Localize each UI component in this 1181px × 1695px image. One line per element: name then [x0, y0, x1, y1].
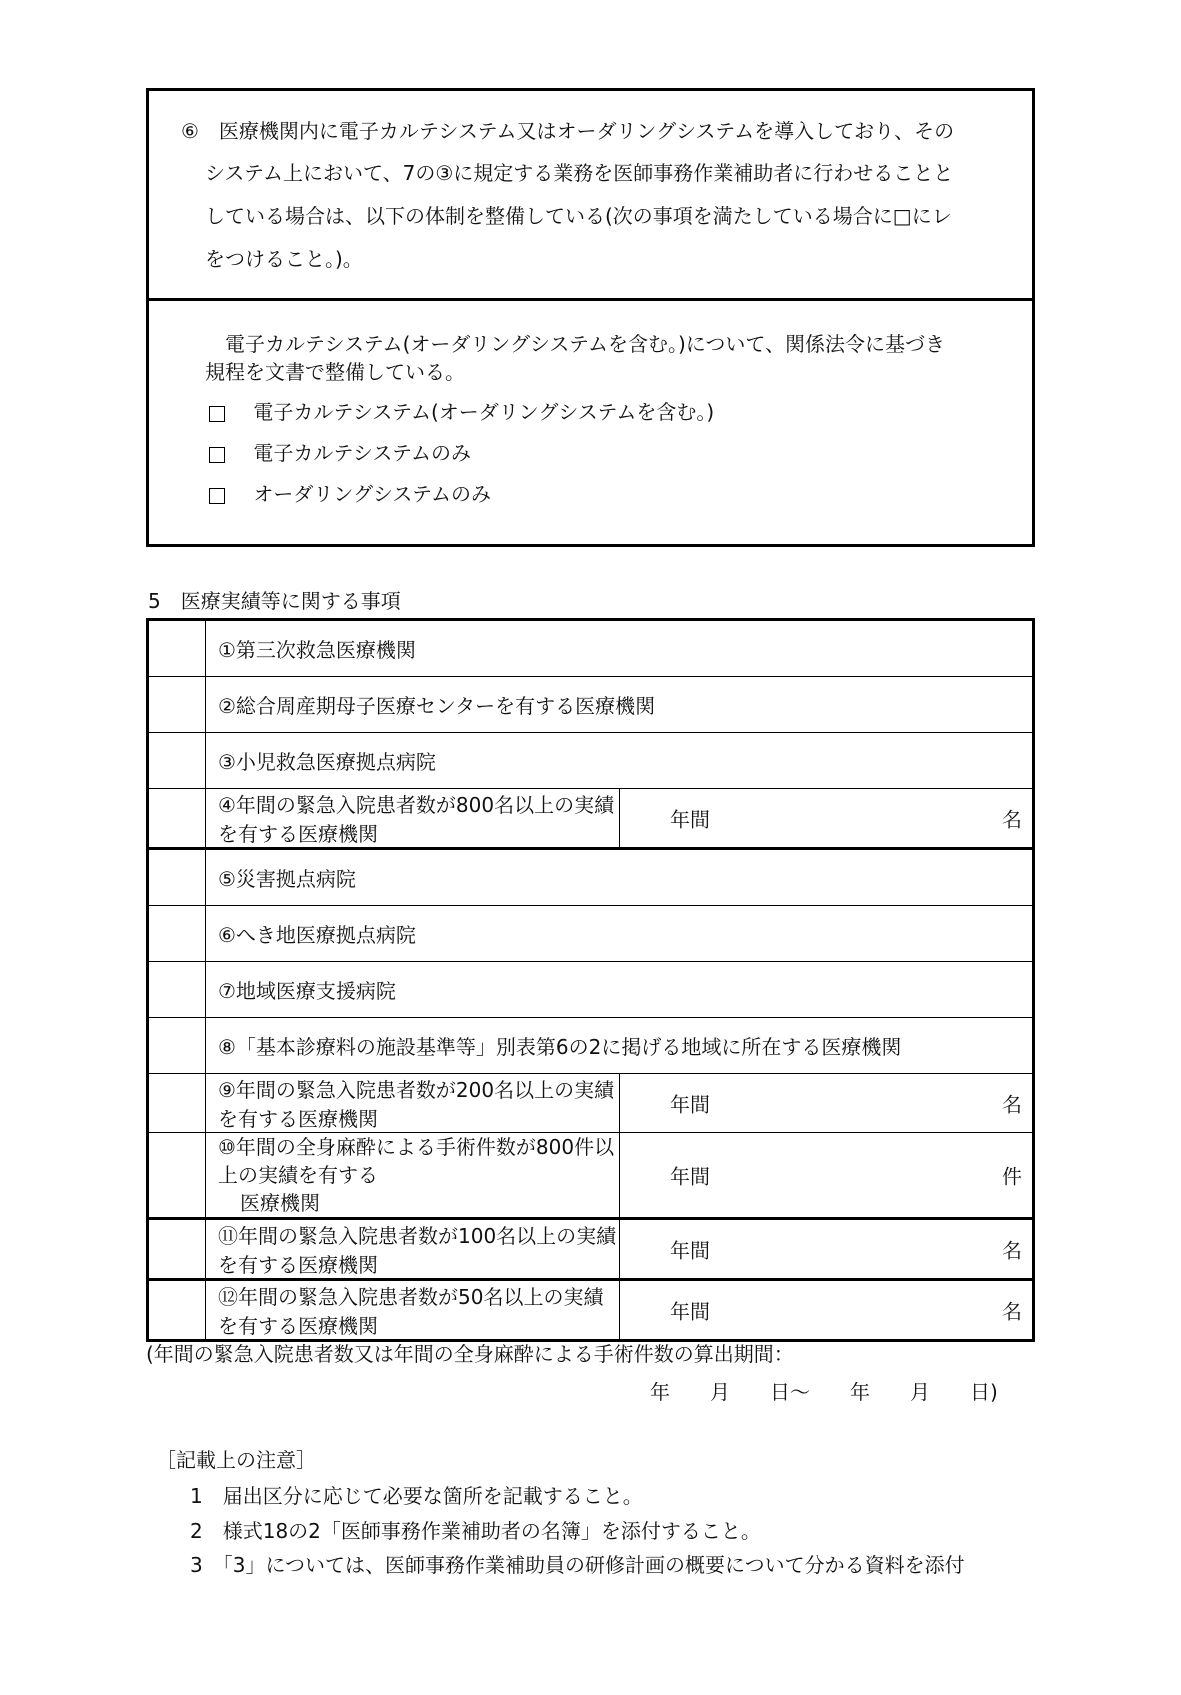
row-check-cell[interactable]	[148, 1133, 206, 1219]
unit-label: 名	[1002, 1299, 1022, 1324]
unit-label: 件	[1002, 1164, 1022, 1189]
option-ehr-only[interactable]	[209, 443, 471, 463]
table-row	[148, 620, 1034, 677]
section6-header-box	[146, 88, 1035, 301]
annual-label: 年間	[670, 1092, 710, 1117]
annual-label: 年間	[670, 1238, 710, 1263]
section6-line-3: している場合は、以下の体制を整備している(次の事項を満たしている場合に□にレ	[205, 204, 952, 228]
section6-line-2: システム上において、7の③に規定する業務を医師事務作業補助者に行わせることと	[205, 161, 954, 185]
row-check-cell[interactable]	[148, 962, 206, 1018]
row-check-cell[interactable]	[148, 1219, 206, 1280]
checkbox-icon[interactable]	[209, 406, 225, 422]
annual-count-field[interactable]	[620, 1133, 1034, 1219]
option-label: 電子カルテシステム(オーダリングシステムを含む。)	[253, 400, 715, 424]
checkbox-icon[interactable]	[209, 488, 225, 504]
row-text: ⑪年間の緊急入院患者数が100名以上の実績を有する医療機関	[206, 1219, 620, 1280]
section6-line-4: をつけること。)。	[205, 247, 363, 271]
row-text-line-1: ⑩年間の全身麻酔による手術件数が800件以上の実績を有する	[218, 1135, 615, 1187]
table-row	[148, 1018, 1034, 1074]
option-ehr-including-ordering[interactable]	[209, 402, 714, 422]
table-row	[148, 962, 1034, 1018]
table-row	[148, 1280, 1034, 1341]
annual-count-field[interactable]	[620, 1280, 1034, 1341]
table-row	[148, 1074, 1034, 1133]
row-text: ②総合周産期母子医療センターを有する医療機関	[206, 677, 1034, 733]
row-text: ⑥へき地医療拠点病院	[206, 906, 1034, 962]
table-row	[148, 789, 1034, 849]
unit-label: 名	[1002, 1092, 1022, 1117]
row-text: ①第三次救急医療機関	[206, 620, 1034, 677]
row-text: ⑤災害拠点病院	[206, 849, 1034, 906]
table-row	[148, 1219, 1034, 1280]
medical-performance-table	[146, 618, 1035, 1342]
table-row	[148, 906, 1034, 962]
row-text: ⑫年間の緊急入院患者数が50名以上の実績を有する医療機関	[206, 1280, 620, 1341]
table-row	[148, 677, 1034, 733]
row-check-cell[interactable]	[148, 1280, 206, 1341]
calculation-period-note: (年間の緊急入院患者数又は年間の全身麻酔による手術件数の算出期間：	[146, 1342, 794, 1366]
annual-count-field[interactable]	[620, 1219, 1034, 1280]
row-check-cell[interactable]	[148, 620, 206, 677]
table-row	[148, 849, 1034, 906]
row-check-cell[interactable]	[148, 1074, 206, 1133]
checkbox-icon[interactable]	[209, 447, 225, 463]
option-label: オーダリングシステムのみ	[253, 482, 491, 506]
row-check-cell[interactable]	[148, 1018, 206, 1074]
annual-label: 年間	[670, 1164, 710, 1189]
row-text: ⑧「基本診療料の施設基準等」別表第6の2に掲げる地域に所在する医療機関	[206, 1018, 1034, 1074]
row-check-cell[interactable]	[148, 789, 206, 849]
row-text: ⑨年間の緊急入院患者数が200名以上の実績を有する医療機関	[206, 1074, 620, 1133]
table-row	[148, 1133, 1034, 1219]
section5-heading: 5 医療実績等に関する事項	[148, 589, 401, 613]
unit-label: 名	[1002, 807, 1022, 832]
calculation-period-dates: 年 月 日～ 年 月 日)	[650, 1380, 998, 1404]
row-text: ⑦地域医療支援病院	[206, 962, 1034, 1018]
annual-count-field[interactable]	[620, 1074, 1034, 1133]
row-check-cell[interactable]	[148, 849, 206, 906]
row-text-multiline	[206, 1133, 620, 1219]
row-check-cell[interactable]	[148, 733, 206, 789]
row-check-cell[interactable]	[148, 906, 206, 962]
section6-line-1: ⑥ 医療機関内に電子カルテシステム又はオーダリングシステムを導入しており、その	[181, 119, 955, 143]
row-text: ③小児救急医療拠点病院	[206, 733, 1034, 789]
option-label: 電子カルテシステムのみ	[253, 441, 471, 465]
annual-label: 年間	[670, 1299, 710, 1324]
note-item-3: 3 「3」については、医師事務作業補助員の研修計画の概要について分かる資料を添付	[190, 1553, 965, 1577]
row-text-line-2: 医療機関	[240, 1191, 320, 1215]
section6-body-line-1: 電子カルテシステム(オーダリングシステムを含む。)について、関係法令に基づき	[225, 332, 946, 356]
notes-heading: ［記載上の注意］	[156, 1448, 316, 1472]
section6-body-box	[146, 298, 1035, 547]
unit-label: 名	[1002, 1238, 1022, 1263]
table-row	[148, 733, 1034, 789]
annual-label: 年間	[670, 807, 710, 832]
note-item-2: 2 様式18の2「医師事務作業補助者の名簿」を添付すること。	[190, 1519, 761, 1543]
note-item-1: 1 届出区分に応じて必要な箇所を記載すること。	[190, 1484, 643, 1508]
option-ordering-only[interactable]	[209, 484, 491, 504]
row-text: ④年間の緊急入院患者数が800名以上の実績を有する医療機関	[206, 789, 620, 849]
annual-count-field[interactable]	[620, 789, 1034, 849]
row-check-cell[interactable]	[148, 677, 206, 733]
section6-body-line-2: 規程を文書で整備している。	[205, 360, 465, 384]
